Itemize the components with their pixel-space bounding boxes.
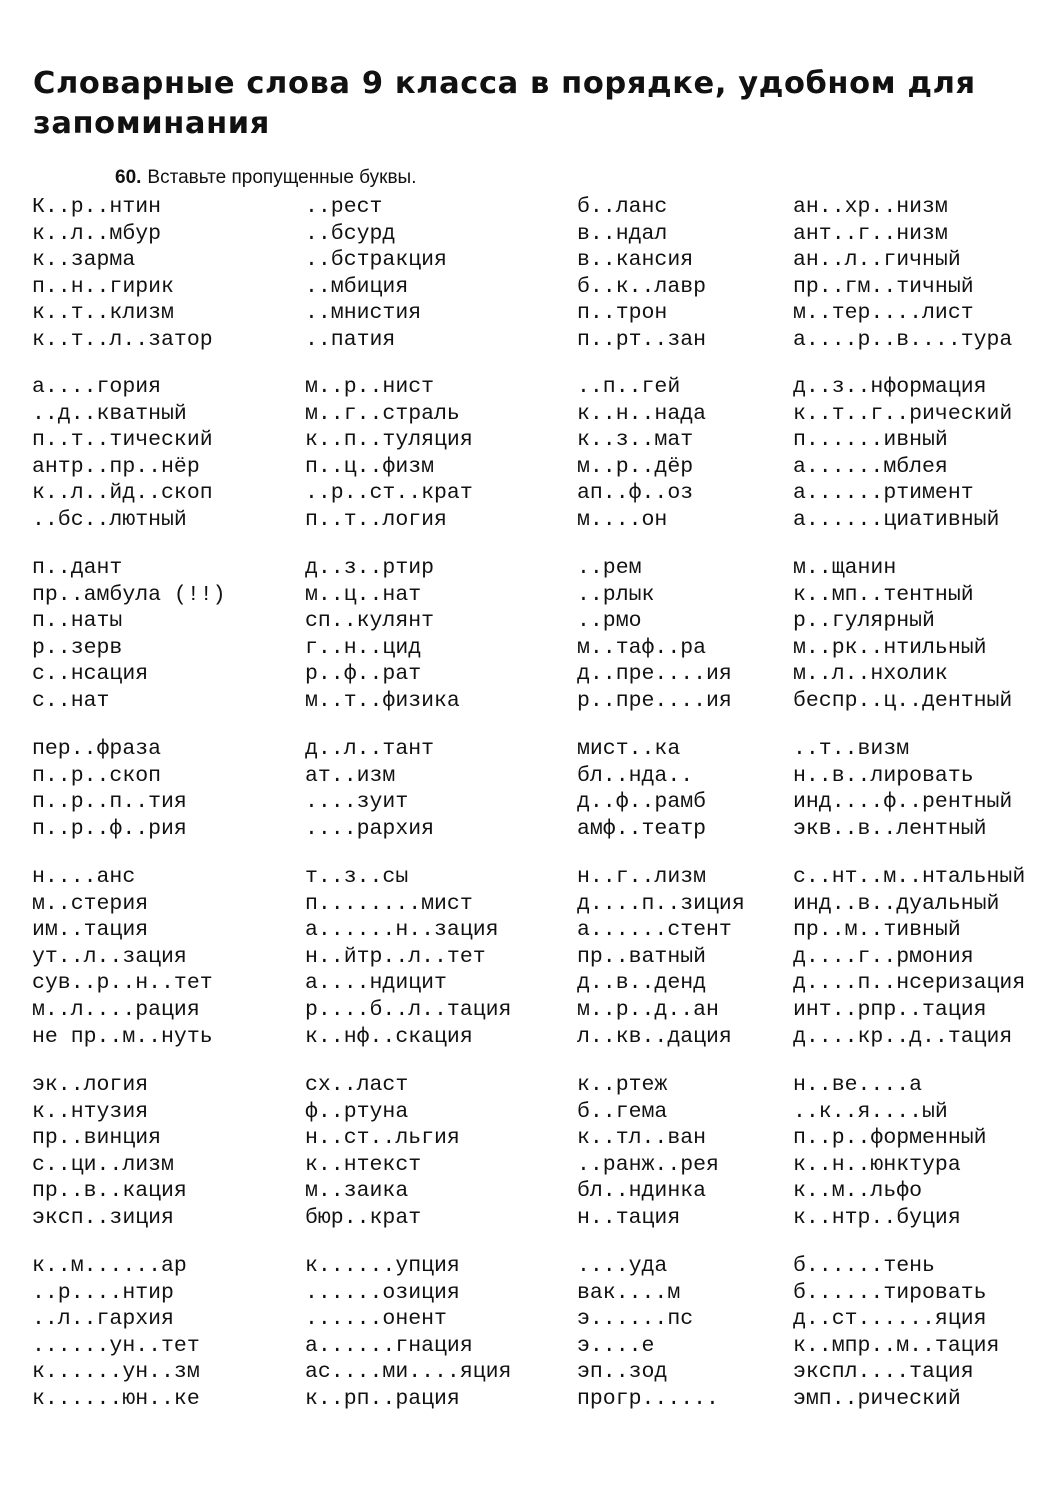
word-column — [577, 555, 732, 715]
dictionary-word: п..н..гирик — [32, 274, 174, 299]
dictionary-word: к..нтр..буция — [793, 1205, 961, 1230]
dictionary-word: к..н..нада — [577, 401, 707, 426]
dictionary-word: ....уда — [577, 1254, 668, 1278]
dictionary-word: ....рархия — [305, 816, 435, 841]
dictionary-word: пр..амбула (!!) — [32, 582, 226, 607]
dictionary-word: ..бстракция — [305, 248, 447, 273]
dictionary-word: б..гема — [577, 1099, 668, 1124]
dictionary-word: м..щанин — [793, 556, 897, 580]
dictionary-word: р..гулярный — [793, 609, 935, 634]
dictionary-word: ..р....нтир — [32, 1280, 174, 1305]
dictionary-word: с..нт..м..нтальный — [793, 865, 1026, 889]
dictionary-word: ..ранж..рея — [577, 1152, 719, 1177]
dictionary-word: м..л..нхолик — [793, 662, 948, 687]
word-column — [793, 194, 1012, 354]
dictionary-word: ап..ф..оз — [577, 481, 694, 506]
word-column — [305, 374, 473, 534]
dictionary-word: д....п..зиция — [577, 891, 745, 916]
word-column — [32, 1253, 200, 1413]
dictionary-word: ат..изм — [305, 763, 396, 788]
dictionary-word: д....г..рмония — [793, 944, 974, 969]
dictionary-word: пр..гм..тичный — [793, 274, 974, 299]
dictionary-word: бл..ндинка — [577, 1179, 707, 1204]
dictionary-word: м..тер....лист — [793, 301, 974, 326]
dictionary-word: п..ц..физм — [305, 454, 435, 479]
dictionary-word: пр..ватный — [577, 944, 707, 969]
dictionary-word: н..тация — [577, 1205, 681, 1230]
dictionary-word: а......мблея — [793, 454, 948, 479]
word-column — [793, 374, 1012, 534]
dictionary-word: ..бсурд — [305, 221, 396, 246]
dictionary-word: н..йтр..л..тет — [305, 944, 486, 969]
dictionary-word: ..рест — [305, 195, 383, 219]
dictionary-word: сув..р..н..тет — [32, 971, 213, 996]
dictionary-word: п..дант — [32, 556, 123, 580]
dictionary-word: к..л..йд..скоп — [32, 481, 213, 506]
dictionary-word: ......ун..тет — [32, 1333, 200, 1358]
dictionary-word: б..к..лавр — [577, 274, 707, 299]
dictionary-word: инт..рпр..тация — [793, 997, 987, 1022]
dictionary-word: р..пре....ия — [577, 688, 732, 713]
dictionary-word: эп..зод — [577, 1360, 668, 1385]
word-column — [305, 864, 511, 1050]
dictionary-word: антр..пр..нёр — [32, 454, 200, 479]
dictionary-word: э....е — [577, 1333, 655, 1358]
dictionary-word: К..р..нтин — [32, 195, 162, 219]
dictionary-word: д..з..нформация — [793, 375, 987, 399]
dictionary-word: ....зуит — [305, 790, 409, 815]
dictionary-word: в..ндал — [577, 221, 668, 246]
dictionary-word: мист..ка — [577, 737, 681, 761]
word-column — [793, 555, 1012, 715]
dictionary-word: т..з..сы — [305, 865, 409, 889]
dictionary-word: ......онент — [305, 1307, 447, 1332]
dictionary-word: сх..ласт — [305, 1073, 409, 1097]
dictionary-word: д..з..ртир — [305, 556, 435, 580]
dictionary-word: к..ртеж — [577, 1073, 668, 1097]
dictionary-word: к..нтузия — [32, 1099, 149, 1124]
dictionary-word: ф..ртуна — [305, 1099, 409, 1124]
dictionary-word: к..нтекст — [305, 1152, 422, 1177]
dictionary-word: ..рлык — [577, 582, 655, 607]
dictionary-word: п..наты — [32, 609, 123, 634]
dictionary-word: а....р..в....тура — [793, 327, 1013, 352]
dictionary-word: д....кр..д..тация — [793, 1024, 1013, 1049]
dictionary-word: ..бс..лютный — [32, 507, 187, 532]
dictionary-word: д..в..денд — [577, 971, 707, 996]
dictionary-word: м..т..физика — [305, 688, 460, 713]
dictionary-word: к..л..мбур — [32, 221, 162, 246]
dictionary-word: п........мист — [305, 891, 473, 916]
word-column — [32, 864, 213, 1050]
dictionary-word: д..ст......яция — [793, 1307, 987, 1332]
dictionary-word: р....б..л..тация — [305, 997, 512, 1022]
dictionary-word: м..р..д..ан — [577, 997, 719, 1022]
dictionary-word: л..кв..дация — [577, 1024, 732, 1049]
dictionary-word: им..тация — [32, 918, 149, 943]
word-column — [577, 1072, 719, 1232]
word-column — [32, 194, 213, 354]
dictionary-word: пр..в..кация — [32, 1179, 187, 1204]
word-column — [577, 864, 745, 1050]
word-column — [305, 1253, 511, 1413]
dictionary-word: м..ц..нат — [305, 582, 422, 607]
dictionary-word: ......озиция — [305, 1280, 460, 1305]
dictionary-word: ан..хр..низм — [793, 195, 948, 219]
dictionary-word: бл..нда.. — [577, 763, 694, 788]
dictionary-word: п..рт..зан — [577, 327, 707, 352]
word-column — [793, 736, 1012, 842]
dictionary-word: н..в..лировать — [793, 763, 974, 788]
dictionary-word: к..т..л..затор — [32, 327, 213, 352]
dictionary-word: м..таф..ра — [577, 635, 707, 660]
dictionary-word: г..н..цид — [305, 635, 422, 660]
dictionary-word: эксп..зиция — [32, 1205, 174, 1230]
word-column — [577, 736, 706, 842]
dictionary-word: к......ун..зм — [32, 1360, 200, 1385]
word-column — [577, 1253, 719, 1413]
dictionary-word: прогр...... — [577, 1386, 719, 1411]
dictionary-word: ..рем — [577, 556, 642, 580]
word-column — [32, 555, 226, 715]
dictionary-word: а......гнация — [305, 1333, 473, 1358]
dictionary-word: ..п..гей — [577, 375, 681, 399]
dictionary-word: н..г..лизм — [577, 865, 707, 889]
dictionary-word: п..т..тический — [32, 428, 213, 453]
dictionary-word: ..мбиция — [305, 274, 409, 299]
word-column — [305, 736, 434, 842]
word-column — [305, 555, 460, 715]
dictionary-word: п..трон — [577, 301, 668, 326]
dictionary-word: ант..г..низм — [793, 221, 948, 246]
word-column — [32, 374, 213, 534]
dictionary-word: а......ртимент — [793, 481, 974, 506]
dictionary-word: ..к..я....ый — [793, 1099, 948, 1124]
page-title: Словарные слова 9 класса в порядке, удобном для запоминания — [33, 66, 976, 141]
dictionary-word: а....ндицит — [305, 971, 447, 996]
dictionary-word: не пр..м..нуть — [32, 1024, 213, 1049]
dictionary-word: н..ве....а — [793, 1073, 923, 1097]
task-instruction: Вставьте пропущенные буквы. — [147, 167, 417, 188]
dictionary-word: к..з..мат — [577, 428, 694, 453]
dictionary-word: д..ф..рамб — [577, 790, 707, 815]
dictionary-word: инд....ф..рентный — [793, 790, 1013, 815]
dictionary-word: беспр..ц..дентный — [793, 688, 1013, 713]
dictionary-word: эмп..рический — [793, 1386, 961, 1411]
dictionary-word: р..ф..рат — [305, 662, 422, 687]
dictionary-word: м..заика — [305, 1179, 409, 1204]
dictionary-word: п..р..форменный — [793, 1126, 987, 1151]
dictionary-word: с..нсация — [32, 662, 149, 687]
dictionary-word: к..м..льфо — [793, 1179, 923, 1204]
dictionary-word: пер..фраза — [32, 737, 162, 761]
dictionary-word: п......ивный — [793, 428, 948, 453]
dictionary-word: п..р..п..тия — [32, 790, 187, 815]
dictionary-word: к......упция — [305, 1254, 460, 1278]
word-column — [32, 1072, 187, 1232]
dictionary-word: к..н..юнктура — [793, 1152, 961, 1177]
dictionary-word: а......н..зация — [305, 918, 499, 943]
word-column — [32, 736, 187, 842]
task-number: 60. — [115, 167, 142, 188]
word-column — [305, 1072, 460, 1232]
dictionary-word: бюр..крат — [305, 1205, 422, 1230]
dictionary-word: ..л..гархия — [32, 1307, 174, 1332]
word-column — [793, 864, 1025, 1050]
dictionary-word: к..т..клизм — [32, 301, 174, 326]
dictionary-word: п..р..ф..рия — [32, 816, 187, 841]
dictionary-word: м..р..дёр — [577, 454, 694, 479]
dictionary-word: м..р..нист — [305, 375, 435, 399]
dictionary-word: ут..л..зация — [32, 944, 187, 969]
dictionary-word: к......юн..ке — [32, 1386, 200, 1411]
dictionary-word: эк..логия — [32, 1073, 149, 1097]
dictionary-word: ..патия — [305, 327, 396, 352]
dictionary-word: в..кансия — [577, 248, 694, 273]
dictionary-word: м....он — [577, 507, 668, 532]
dictionary-word: с..ци..лизм — [32, 1152, 174, 1177]
dictionary-word: к..зарма — [32, 248, 136, 273]
dictionary-word: экспл....тация — [793, 1360, 974, 1385]
word-column — [305, 194, 447, 354]
dictionary-word: ..р..ст..крат — [305, 481, 473, 506]
word-column — [793, 1253, 999, 1413]
dictionary-word: м..г..страль — [305, 401, 460, 426]
word-column — [577, 374, 706, 534]
dictionary-word: к..тл..ван — [577, 1126, 707, 1151]
dictionary-word: р..зерв — [32, 635, 123, 660]
dictionary-word: инд..в..дуальный — [793, 891, 1000, 916]
dictionary-word: д....п..нсеризация — [793, 971, 1026, 996]
dictionary-word: ас....ми....яция — [305, 1360, 512, 1385]
dictionary-word: к..рп..рация — [305, 1386, 460, 1411]
dictionary-word: экв..в..лентный — [793, 816, 987, 841]
dictionary-word: д..л..тант — [305, 737, 435, 761]
dictionary-word: ..т..визм — [793, 737, 910, 761]
dictionary-word: а......стент — [577, 918, 732, 943]
dictionary-word: с..нат — [32, 688, 110, 713]
dictionary-word: амф..театр — [577, 816, 707, 841]
dictionary-word: сп..кулянт — [305, 609, 435, 634]
dictionary-word: д..пре....ия — [577, 662, 732, 687]
word-column — [793, 1072, 987, 1232]
dictionary-word: б..ланс — [577, 195, 668, 219]
dictionary-word: а......циативный — [793, 507, 1000, 532]
dictionary-word: п..р..скоп — [32, 763, 162, 788]
dictionary-word: э......пс — [577, 1307, 694, 1332]
dictionary-word: к..п..туляция — [305, 428, 473, 453]
dictionary-word: ..д..кватный — [32, 401, 187, 426]
dictionary-word: б......тень — [793, 1254, 935, 1278]
dictionary-word: ..мнистия — [305, 301, 422, 326]
dictionary-word: м..л....рация — [32, 997, 200, 1022]
dictionary-word: ан..л..гичный — [793, 248, 961, 273]
dictionary-word: к..мпр..м..тация — [793, 1333, 1000, 1358]
dictionary-word: н....анс — [32, 865, 136, 889]
dictionary-word: н..ст..льгия — [305, 1126, 460, 1151]
dictionary-word: к..мп..тентный — [793, 582, 974, 607]
dictionary-word: вак....м — [577, 1280, 681, 1305]
word-column — [577, 194, 706, 354]
dictionary-word: пр..м..тивный — [793, 918, 961, 943]
dictionary-word: м..стерия — [32, 891, 149, 916]
dictionary-word: к..нф..скация — [305, 1024, 473, 1049]
dictionary-word: а....гория — [32, 375, 162, 399]
dictionary-word: к..т..г..рический — [793, 401, 1013, 426]
dictionary-word: ..рмо — [577, 609, 642, 634]
dictionary-word: м..рк..нтильный — [793, 635, 987, 660]
dictionary-word: к..м......ар — [32, 1254, 187, 1278]
dictionary-word: пр..винция — [32, 1126, 162, 1151]
dictionary-word: п..т..логия — [305, 507, 447, 532]
dictionary-word: б......тировать — [793, 1280, 987, 1305]
